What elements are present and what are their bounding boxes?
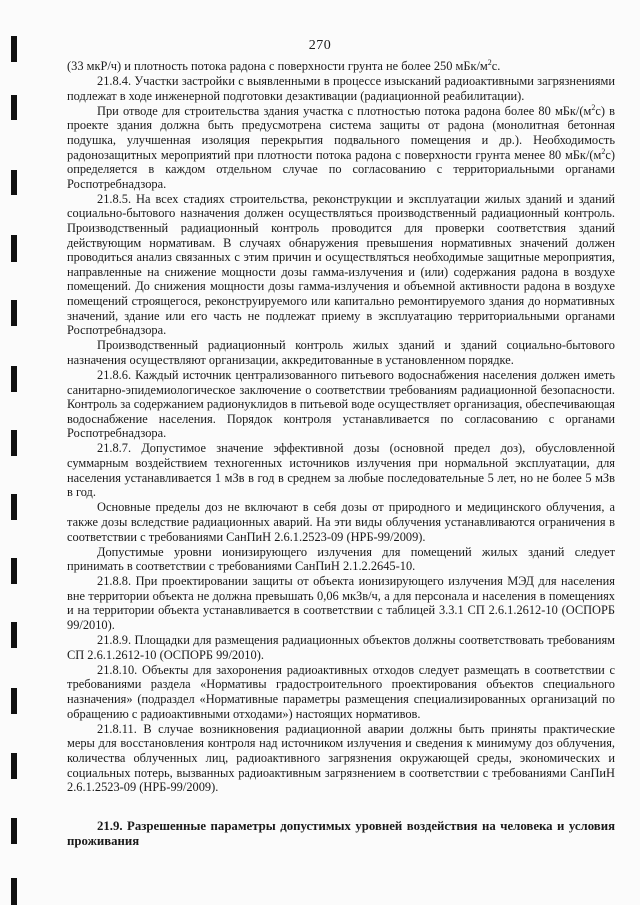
binding-mark: [11, 95, 17, 120]
binding-mark: [11, 235, 17, 262]
paragraph: [67, 59, 615, 74]
paragraph-text: 21.8.6. Каждый источник централизованного питьевого водоснабжения населения должен иметь санитарно-эпидемиологическое заключение о соответствии требованиям радиационной безопасности. Контроль за содержанием радионуклидов в питьевой воде осуществляет организация, обеспечивающая водоснабжение населения. Порядок контроля устанавливается по согласованию с органами Роспотребнадзора.: [67, 367, 615, 441]
binding-mark: [11, 494, 17, 520]
paragraph-text: 21.8.4. Участки застройки с выявленными в процессе изысканий радиоактивными загрязнениями подлежат в ходе инженерной подготовки дезактивации (радиационной реабилитации).: [67, 74, 615, 103]
binding-mark: [11, 430, 17, 456]
binding-mark: [11, 300, 17, 326]
binding-mark: [11, 818, 17, 844]
paragraph-text: 21.8.5. На всех стадиях строительства, реконструкции и эксплуатации жилых зданий и зданий социально-бытового назначения должен осуществляться производственный радиационный контроль. Производственный радиационный контроль проводится для проверки соответствия зданий действующим нормативам. В случаях обнаружения превышения нормативных значений должен проводиться анализ связанных с этим причин и осуществляться необходимые защитные мероприятия, направленные на снижение мощности дозы гамма-излучения и (или) содержания радона в воздухе помещений. До снижения мощности дозы гамма-излучения и объемной активности радона в воздухе помещений строящегося, реконструируемого или капитально ремонтируемого здания до нормативных значений, здание или его часть не подлежат приему в эксплуатацию территориальными органами Роспотребнадзора.: [67, 191, 615, 338]
paragraph: [67, 441, 615, 499]
paragraph-text: Основные пределы доз не включают в себя дозы от природного и медицинского облучения, а также дозы вследствие радиационных аварий. На эти виды облучения устанавливаются ограничения в соответствии с требованиями СанПиН 2.6.1.2523-09 (НРБ-99/2009).: [67, 500, 615, 544]
paragraph: [67, 338, 615, 367]
paragraph-text: Допустимые уровни ионизирующего излучения для помещений жилых зданий следует принимать в соответствии с требованиями СанПиН 2.1.2.2645-10.: [67, 544, 615, 574]
binding-mark: [11, 558, 17, 584]
paragraph: [67, 368, 615, 441]
binding-mark: [11, 753, 17, 779]
paragraph: [67, 192, 615, 338]
paragraph-text: Производственный радиационный контроль жилых зданий и зданий социально-бытового назначения осуществляют организации, аккредитованные в установленном порядке.: [67, 338, 615, 367]
paragraph-text: с) определяется в каждом отдельном случае по согласованию с территориальными органами Роспотребнадзора.: [67, 147, 615, 191]
superscript: 2: [591, 102, 596, 112]
paragraph: [67, 574, 615, 632]
paragraph: [67, 545, 615, 574]
paragraph-text: При отводе для строительства здания участка с плотностью потока радона более 80 мБк/(м: [97, 103, 592, 118]
paragraph-text: (33 мкР/ч) и плотность потока радона с поверхности грунта не более 250 мБк/м: [67, 59, 488, 73]
superscript: 2: [601, 146, 606, 156]
paragraph-text: 21.8.10. Объекты для захоронения радиоактивных отходов следует размещать в соответствии с требованиями раздела «Нормативы градостроительного проектирования объектов специального назначения» (подраздел «Нормативные параметры размещения специализированных организаций по обращению с радиоактивными отходами») настоящих нормативов.: [67, 662, 615, 721]
paragraph-text: с) в проекте здания должна быть предусмотрена система защиты от радона (монолитная бетонная подушка, улучшенная изоляция перекрытия подвального помещения и др.). Необходимость радонозащитных мероприятий при плотности потока радона с поверхности грунта менее 80 мБк/(м: [67, 103, 616, 162]
binding-strip: [11, 0, 19, 905]
paragraph: [67, 104, 615, 192]
paragraph: [67, 74, 615, 103]
binding-mark: [11, 878, 17, 905]
binding-mark: [11, 688, 17, 714]
paragraph-text: 21.8.8. При проектировании защиты от объекта ионизирующего излучения МЭД для населения вне территории объекта не должна превышать 0,06 мкЗв/ч, а для персонала и населения в помещениях и на территории объекта устанавливается в соответствии с таблицей 3.3.1 СП 2.6.1.2612-10 (ОСПОРБ 99/2010).: [67, 574, 615, 633]
binding-mark: [11, 366, 17, 392]
section-heading: 21.9. Разрешенные параметры допустимых уровней воздействия на человека и условия проживания: [67, 818, 615, 848]
paragraph-text: 21.8.11. В случае возникновения радиационной аварии должны быть приняты практические меры для восстановления контроля над источником излучения и сведения к минимуму доз облучения, количества облученных лиц, радиоактивного загрязнения окружающей среды, экономических и социальных потерь, вызванных радиоактивным загрязнением в соответствии с требованиями СанПиН 2.6.1.2523-09 (НРБ-99/2009).: [67, 721, 615, 795]
superscript: 2: [487, 57, 492, 67]
paragraph-text: 21.8.9. Площадки для размещения радиационных объектов должны соответствовать требованиям СП 2.6.1.2612-10 (ОСПОРБ 99/2010).: [67, 633, 615, 662]
paragraph-text: 21.8.7. Допустимое значение эффективной дозы (основной предел доз), обусловленной суммарным воздействием техногенных источников излучения при нормальной эксплуатации, для населения устанавливается 1 мЗв в год в среднем за любые последовательные 5 лет, но не более 5 мЗв в год.: [67, 441, 615, 500]
binding-mark: [11, 170, 17, 195]
paragraph: [67, 722, 615, 795]
page-body: [67, 59, 615, 849]
paragraph: [67, 663, 615, 721]
paragraph: [67, 633, 615, 662]
page-number: 270: [308, 38, 332, 53]
paragraph-text: с.: [491, 59, 501, 73]
paragraph-list: [67, 59, 615, 795]
paragraph: [67, 500, 615, 544]
binding-mark: [11, 622, 17, 648]
